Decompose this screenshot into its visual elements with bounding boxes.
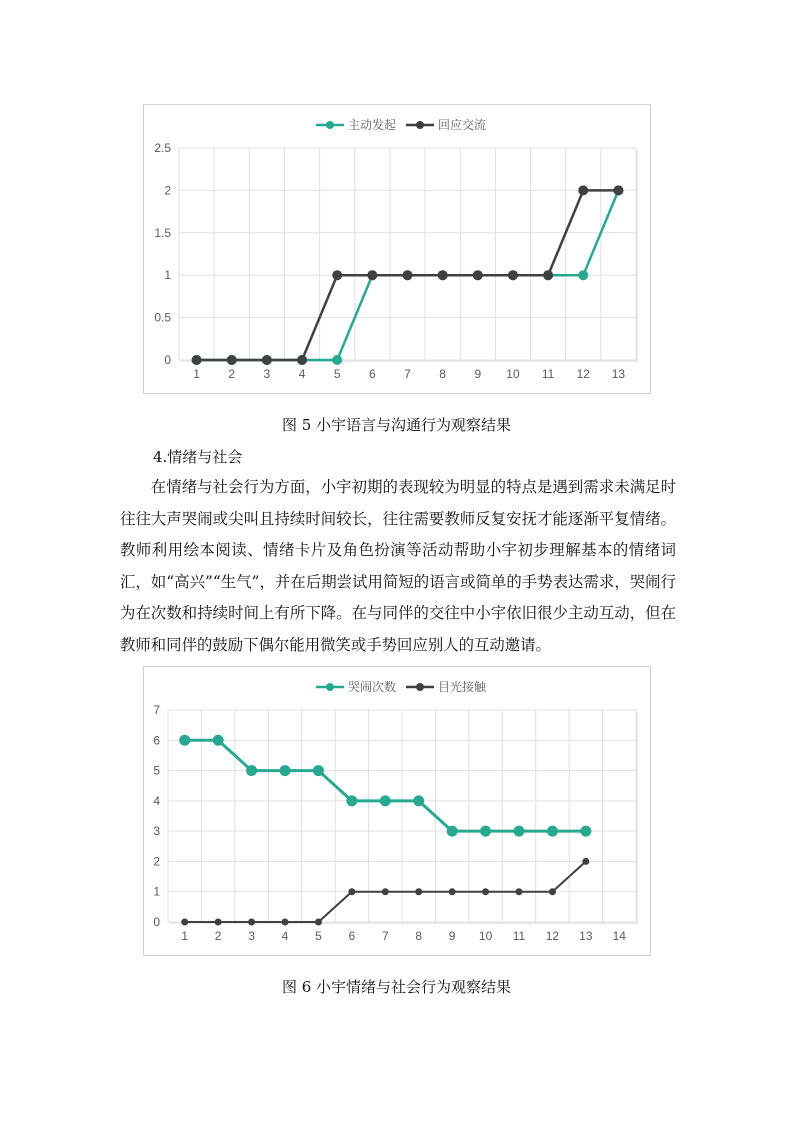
series-2-point: [315, 919, 322, 926]
y-tick-label: 0: [153, 915, 160, 929]
x-tick-label: 2: [228, 367, 236, 381]
series-2-point: [282, 919, 289, 926]
y-tick-label: 0: [164, 353, 171, 367]
x-tick-label: 6: [369, 367, 376, 381]
x-tick-label: 9: [474, 367, 482, 381]
y-tick-label: 2: [153, 854, 160, 869]
legend-label-1: 哭闹次数: [348, 680, 397, 694]
legend-marker-1: [326, 683, 334, 691]
series-2-point: [382, 888, 389, 895]
series-2-point: [192, 355, 202, 365]
series-2-point: [367, 270, 377, 280]
series-2-point: [415, 888, 422, 895]
x-tick-label: 12: [545, 929, 560, 943]
x-tick-label: 12: [576, 367, 590, 381]
legend-label-1: 主动发起: [348, 118, 397, 132]
legend-marker-2: [416, 121, 424, 129]
y-tick-label: 0.5: [154, 310, 171, 325]
series-1-point: [313, 765, 324, 776]
series-2-point: [549, 888, 556, 895]
series-2-point: [227, 355, 237, 365]
x-tick-label: 5: [315, 929, 322, 943]
x-tick-label: 13: [579, 929, 593, 943]
x-tick-label: 7: [381, 929, 389, 943]
plot-area: [179, 148, 636, 360]
y-tick-label: 5: [153, 763, 160, 778]
y-tick-label: 7: [153, 703, 160, 717]
series-1-point: [578, 270, 588, 280]
series-1-point: [514, 826, 525, 837]
series-1-point: [332, 355, 342, 365]
y-tick-label: 2: [164, 183, 171, 198]
x-tick-label: 4: [298, 367, 306, 381]
series-2-point: [403, 270, 413, 280]
series-1-point: [547, 826, 558, 837]
y-tick-label: 3: [153, 824, 160, 839]
figure-6-plot: [144, 667, 650, 955]
x-tick-label: 7: [404, 367, 411, 381]
x-tick-label: 8: [415, 929, 423, 943]
y-tick-label: 1.5: [154, 225, 171, 240]
section-paragraph: 在情绪与社会行为方面，小宇初期的表现较为明显的特点是遇到需求未满足时往往大声哭闹或尖叫且持续时间较长，往往需要教师反复安抚才能逐渐平复情绪。教师利用绘本阅读、情绪卡片及角色扮演等活动帮助小宇初步理解基本的情绪词汇，如“高兴”“生气”，并在后期尝试用简短的语言或简单的手势表达需求，哭闹行为在次数和持续时间上有所下降。在与同伴的交往中小宇依旧很少主动互动，但在教师和同伴的鼓励下偶尔能用微笑或手势回应别人的互动邀请。: [120, 478, 676, 654]
figure-5-caption: 图 5 小宇语言与沟通行为观察结果: [281, 416, 512, 434]
series-2-point: [297, 355, 307, 365]
x-tick-label: 11: [541, 367, 555, 381]
series-2-point: [181, 919, 188, 926]
x-tick-label: 13: [611, 367, 626, 381]
figure-6-caption: 图 6 小宇情绪与社会行为观察结果: [281, 978, 512, 996]
series-1-point: [380, 795, 391, 806]
series-2-point: [582, 858, 589, 865]
x-tick-label: 6: [348, 929, 356, 943]
x-tick-label: 1: [193, 367, 200, 381]
x-tick-label: 4: [281, 929, 289, 943]
section-heading: 4.情绪与社会: [153, 448, 243, 466]
x-tick-label: 3: [263, 367, 271, 381]
series-2-point: [516, 888, 523, 895]
series-2-point: [482, 888, 489, 895]
series-1-point: [179, 735, 190, 746]
series-2-point: [262, 355, 272, 365]
legend-marker-2: [416, 683, 424, 691]
series-2-point: [508, 270, 518, 280]
series-2-point: [473, 270, 483, 280]
series-2-point: [215, 919, 222, 926]
series-2-point: [543, 270, 553, 280]
y-tick-label: 6: [153, 733, 160, 748]
figure-6-chart: [143, 666, 651, 956]
series-2-point: [438, 270, 448, 280]
legend-label-2: 回应交流: [438, 118, 487, 132]
x-tick-label: 10: [478, 929, 493, 943]
x-tick-label: 14: [612, 929, 626, 943]
x-tick-label: 1: [181, 929, 189, 943]
y-tick-label: 1: [153, 884, 160, 899]
x-tick-label: 10: [506, 367, 520, 381]
x-tick-label: 3: [248, 929, 255, 943]
series-2-point: [613, 185, 623, 195]
series-1-point: [280, 765, 291, 776]
x-tick-label: 5: [333, 367, 341, 381]
series-2-point: [578, 185, 588, 195]
y-tick-label: 4: [153, 793, 160, 808]
y-tick-label: 2.5: [154, 141, 171, 155]
figure-5-plot: [144, 105, 650, 393]
series-2-point: [332, 270, 342, 280]
series-2-point: [248, 919, 255, 926]
series-1-point: [346, 795, 357, 806]
series-1-point: [413, 795, 424, 806]
series-1-point: [580, 826, 591, 837]
legend-label-2: 目光接触: [438, 680, 487, 694]
legend-marker-1: [326, 121, 334, 129]
x-tick-label: 11: [512, 929, 526, 943]
figure-5-chart: [143, 104, 651, 394]
series-2-point: [348, 888, 355, 895]
series-1-point: [246, 765, 257, 776]
x-tick-label: 9: [448, 929, 456, 943]
series-1-point: [480, 826, 491, 837]
x-tick-label: 2: [214, 929, 222, 943]
x-tick-label: 8: [439, 367, 446, 381]
y-tick-label: 1: [164, 268, 171, 283]
series-1-point: [447, 826, 458, 837]
series-2-point: [449, 888, 456, 895]
series-1-point: [213, 735, 224, 746]
